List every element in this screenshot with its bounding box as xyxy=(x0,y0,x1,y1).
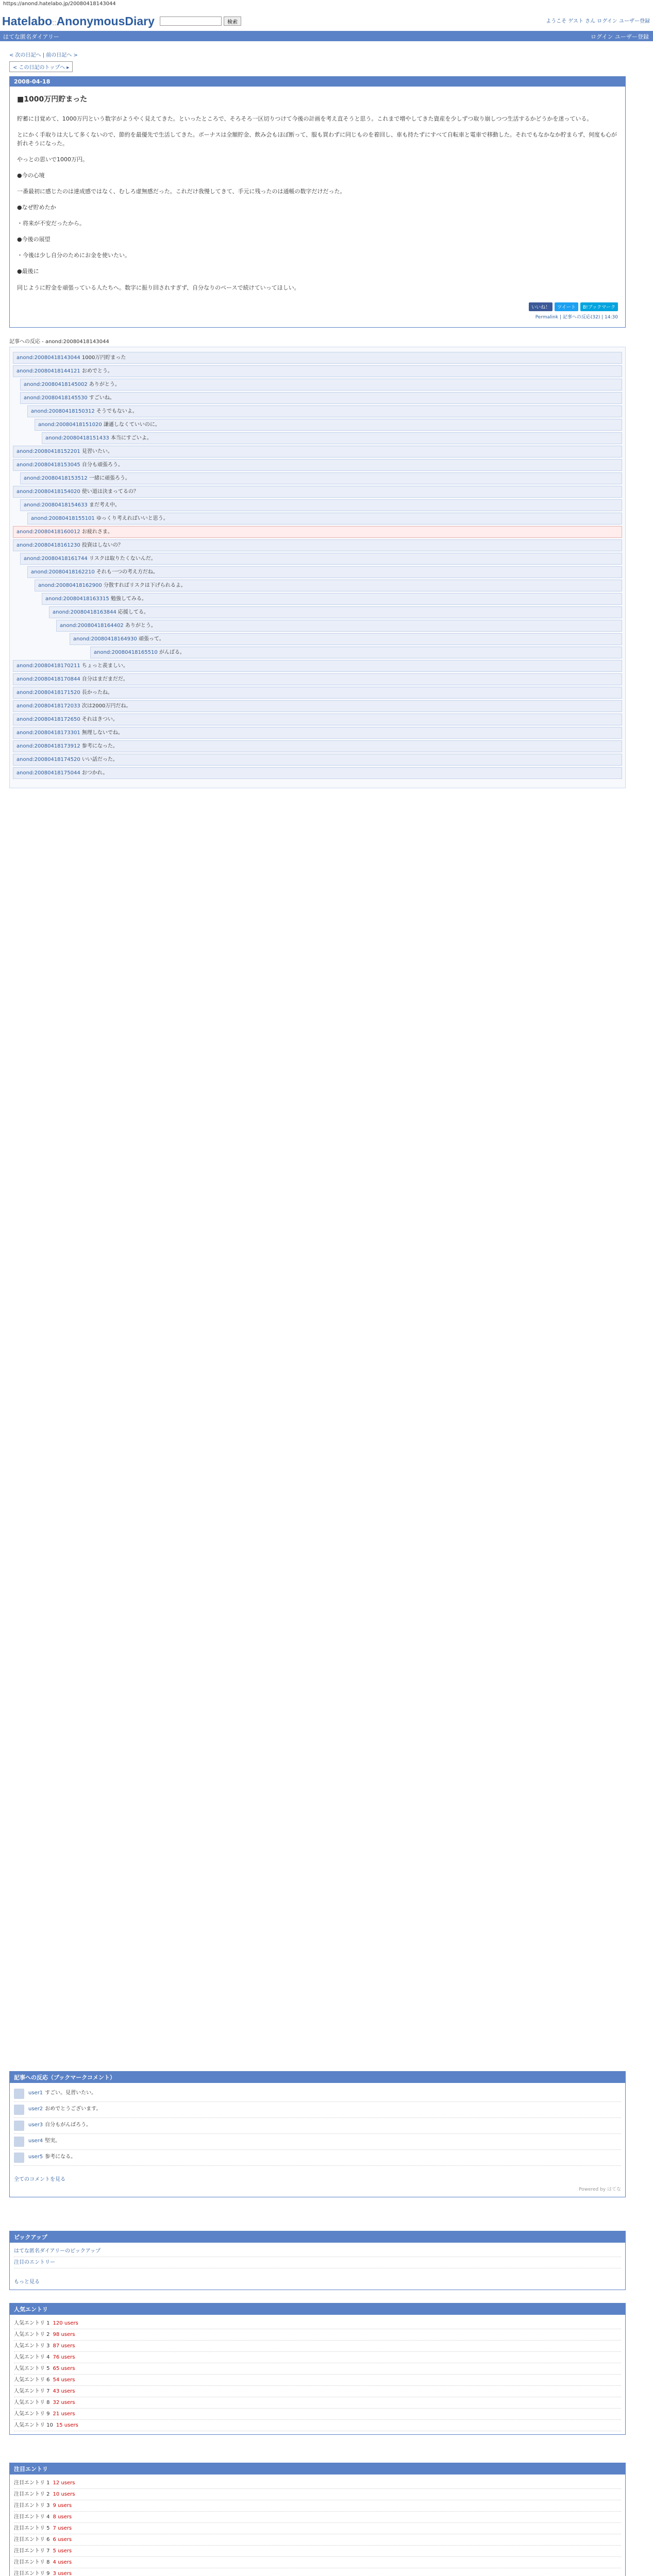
bookmark-comment-body xyxy=(28,2121,91,2131)
reaction-text: それも一つの考え方だね。 xyxy=(96,569,158,575)
entry-link[interactable]: 注目エントリ 7 xyxy=(14,2548,50,2554)
entry-link[interactable]: 人気エントリ 5 xyxy=(14,2366,50,2371)
reaction-text: そうでもないよ。 xyxy=(96,408,138,414)
reaction-item xyxy=(13,673,622,685)
bookmark-count[interactable]: 12 users xyxy=(53,2480,75,2486)
reaction-item xyxy=(42,432,622,444)
bookmark-count[interactable]: 65 users xyxy=(53,2366,75,2371)
reaction-link[interactable]: anond:20080418144121 xyxy=(16,368,80,374)
reaction-text: いい話だった。 xyxy=(81,756,118,762)
nav-home-link[interactable]: はてな匿名ダイアリー xyxy=(3,33,60,40)
entry-link[interactable]: 人気エントリ 7 xyxy=(14,2388,50,2394)
user-avatar[interactable] xyxy=(14,2105,24,2115)
logo-main: Hatelabo xyxy=(2,14,53,28)
pickup-more-link[interactable]: もっと見る xyxy=(14,2279,40,2285)
bookmark-count[interactable]: 76 users xyxy=(53,2354,75,2360)
logo-sub: AnonymousDiary xyxy=(56,14,155,28)
reaction-link[interactable]: anond:20080418154020 xyxy=(16,488,80,495)
bookmark-user[interactable]: user4 xyxy=(28,2138,43,2144)
bookmark-count[interactable]: 7 users xyxy=(53,2526,72,2531)
reaction-link[interactable]: anond:20080418162900 xyxy=(38,582,102,588)
bookmark-count[interactable]: 15 users xyxy=(56,2422,78,2428)
reaction-text: 本当にすごいよ。 xyxy=(110,435,152,441)
main-content xyxy=(9,50,626,788)
permalink[interactable]: Permalink | 記事への反応(32) | 14:30 xyxy=(535,314,618,320)
bookmark-comment xyxy=(14,2118,621,2134)
reaction-link[interactable]: anond:20080418151020 xyxy=(38,421,102,428)
reaction-item xyxy=(20,472,622,484)
bookmark-user[interactable]: user1 xyxy=(28,2090,43,2096)
entry-paragraph: 貯蓄に目覚めて、1000万円という数字がようやく見えてきた。といったところで、そろそろ一区切りつけて今後の計画を考え直そうと思う。これまで増やしてきた資産を少しずつ取り崩しつつ生活するかどうかを迷っている。 xyxy=(17,115,593,122)
site-logo[interactable] xyxy=(2,14,155,28)
bookmark-count[interactable]: 8 users xyxy=(53,2514,72,2520)
reaction-link[interactable]: anond:20080418175044 xyxy=(16,770,80,776)
hatena-bookmark-button[interactable]: B!ブックマーク xyxy=(580,302,618,311)
search-input[interactable] xyxy=(160,16,222,26)
reaction-link[interactable]: anond:20080418163844 xyxy=(53,609,116,615)
reaction-item xyxy=(13,539,622,551)
reaction-text: おつかれ。 xyxy=(81,770,108,776)
reaction-link[interactable]: anond:20080418172650 xyxy=(16,716,80,722)
entry-link[interactable]: 人気エントリ 3 xyxy=(14,2343,50,2349)
newest-entry[interactable] xyxy=(14,2557,621,2568)
bookmark-user[interactable]: user2 xyxy=(28,2106,43,2112)
bookmark-comments-title: 記事への反応（ブックマークコメント） xyxy=(10,2072,625,2083)
search-button[interactable]: 検索 xyxy=(224,16,241,26)
popular-entry[interactable] xyxy=(14,2386,621,2397)
reaction-text: 見習いたい。 xyxy=(81,448,113,454)
reaction-item xyxy=(13,486,622,498)
bookmark-text: すごい。見習いたい。 xyxy=(45,2090,97,2096)
reaction-link[interactable]: anond:20080418143044 xyxy=(16,354,80,361)
popular-entries-widget xyxy=(9,2303,626,2435)
user-avatar[interactable] xyxy=(14,2121,24,2131)
reaction-text: 投資はしないの？ xyxy=(81,542,123,548)
pickup-item[interactable]: はてな匿名ダイアリーのピックアップ xyxy=(14,2246,621,2257)
notable-entries-list xyxy=(10,2475,625,2576)
powered-by: Powered by はてな xyxy=(578,2187,621,2192)
user-avatar[interactable] xyxy=(14,2153,24,2163)
reaction-link[interactable]: anond:20080418162210 xyxy=(31,569,95,575)
reaction-item xyxy=(27,513,622,524)
bookmark-count[interactable]: 5 users xyxy=(53,2548,72,2554)
entry-link[interactable]: 注目エントリ 2 xyxy=(14,2492,50,2497)
entry-link[interactable]: 注目エントリ 9 xyxy=(14,2571,50,2576)
reaction-item xyxy=(49,606,622,618)
bookmark-count[interactable]: 43 users xyxy=(53,2388,75,2394)
reaction-text: 自分も頑張ろう。 xyxy=(81,462,123,468)
reaction-text: ちょっと羨ましい。 xyxy=(81,663,128,669)
reaction-item xyxy=(42,593,622,605)
reaction-text: おめでとう。 xyxy=(81,368,113,374)
bookmark-comment xyxy=(14,2134,621,2150)
reaction-item xyxy=(56,620,622,632)
bookmark-count[interactable]: 3 users xyxy=(53,2571,72,2576)
popular-entries-list xyxy=(10,2315,625,2434)
entry-link[interactable]: 注目エントリ 1 xyxy=(14,2480,50,2486)
reaction-link[interactable]: anond:20080418161744 xyxy=(24,555,88,562)
reaction-tree xyxy=(9,347,626,788)
reaction-item xyxy=(13,767,622,779)
search-form xyxy=(160,16,241,26)
facebook-like-button[interactable]: いいね！ xyxy=(529,302,552,311)
bookmark-comment xyxy=(14,2086,621,2102)
popular-entry[interactable] xyxy=(14,2409,621,2420)
reaction-text: 勉強してみる。 xyxy=(110,596,147,602)
reaction-text: 分散すればリスクは下げられるよ。 xyxy=(103,582,186,588)
entry-link[interactable]: 人気エントリ 6 xyxy=(14,2377,50,2383)
reaction-link[interactable]: anond:20080418160012 xyxy=(16,529,80,535)
entry-paragraph: ●最後に xyxy=(17,268,39,275)
reaction-item xyxy=(27,405,622,417)
reaction-text: お疲れさま。 xyxy=(81,529,113,535)
reaction-link[interactable]: anond:20080418145002 xyxy=(24,381,88,387)
reaction-item xyxy=(13,660,622,672)
reaction-text: 自分はまだまだだ。 xyxy=(81,676,128,682)
entry-paragraph: ・将来が不安だったから。 xyxy=(17,220,85,227)
newest-entry[interactable] xyxy=(14,2546,621,2557)
logo-separator: :: xyxy=(52,19,57,27)
bookmark-user[interactable]: user5 xyxy=(28,2154,43,2160)
reaction-link[interactable]: anond:20080418170844 xyxy=(16,676,80,682)
reaction-link[interactable]: anond:20080418154633 xyxy=(24,502,88,508)
reaction-item xyxy=(13,714,622,725)
newest-entry[interactable] xyxy=(14,2489,621,2500)
reaction-text: それはきつい。 xyxy=(81,716,118,722)
bookmark-count[interactable]: 32 users xyxy=(53,2400,75,2405)
bookmark-count[interactable]: 21 users xyxy=(53,2411,75,2417)
entry-link[interactable]: 注目エントリ 4 xyxy=(14,2514,50,2520)
popular-entry[interactable] xyxy=(14,2352,621,2363)
reaction-item xyxy=(13,740,622,752)
reaction-link[interactable]: anond:20080418153045 xyxy=(16,462,80,468)
reaction-link[interactable]: anond:20080418155101 xyxy=(31,515,95,521)
reaction-link[interactable]: anond:20080418163315 xyxy=(45,596,109,602)
bookmark-comment xyxy=(14,2102,621,2118)
user-avatar[interactable] xyxy=(14,2089,24,2099)
reaction-item xyxy=(13,727,622,739)
bookmark-comment-body xyxy=(28,2105,101,2115)
reaction-link[interactable]: anond:20080418151433 xyxy=(45,435,109,441)
popular-entry[interactable] xyxy=(14,2420,621,2431)
reaction-item xyxy=(20,392,622,404)
bookmark-user[interactable]: user3 xyxy=(28,2122,43,2128)
pickup-widget xyxy=(9,2231,626,2290)
diary-entry xyxy=(9,76,626,328)
reaction-link[interactable]: anond:20080418173301 xyxy=(16,730,80,736)
reaction-item xyxy=(13,352,622,364)
all-comments-link[interactable]: 全てのコメントを見る xyxy=(14,2177,65,2182)
reaction-link[interactable]: anond:20080418171520 xyxy=(16,689,80,696)
reaction-item xyxy=(13,459,622,471)
reaction-text: 1000万円貯まった xyxy=(81,354,126,361)
reaction-text: 使い道は決まってるの？ xyxy=(81,488,139,495)
bookmark-text: 堅実。 xyxy=(45,2138,61,2144)
reaction-text: まだ考え中。 xyxy=(89,502,120,508)
bookmark-count[interactable]: 9 users xyxy=(53,2503,72,2509)
entry-link[interactable]: 人気エントリ 2 xyxy=(14,2332,50,2337)
entry-link[interactable]: 注目エントリ 8 xyxy=(14,2560,50,2565)
popular-entry[interactable] xyxy=(14,2363,621,2375)
entry-link[interactable]: 人気エントリ 8 xyxy=(14,2400,50,2405)
bookmark-count[interactable]: 98 users xyxy=(53,2332,75,2337)
reaction-item xyxy=(20,499,622,511)
user-avatar[interactable] xyxy=(14,2137,24,2147)
pickup-list xyxy=(10,2243,625,2272)
bookmark-comment xyxy=(14,2150,621,2166)
reaction-link[interactable]: anond:20080418164402 xyxy=(60,622,124,629)
popular-entry[interactable] xyxy=(14,2341,621,2352)
site-header xyxy=(0,7,653,33)
notable-entries-title: 注目エントリ xyxy=(10,2463,625,2475)
popular-entry[interactable] xyxy=(14,2318,621,2329)
reaction-text: 一緒に頑張ろう。 xyxy=(89,475,130,481)
newest-entry[interactable] xyxy=(14,2534,621,2546)
entry-paragraph: ●今後の展望 xyxy=(17,236,51,243)
url-bar: https://anond.hatelabo.jp/20080418143044 xyxy=(3,1,116,7)
reaction-item xyxy=(13,365,622,377)
reaction-link[interactable]: anond:20080418172033 xyxy=(16,703,80,709)
entry-link[interactable]: 人気エントリ 9 xyxy=(14,2411,50,2417)
entry-body xyxy=(10,87,625,327)
bookmark-comment-body xyxy=(28,2137,60,2147)
reaction-item xyxy=(13,754,622,766)
reaction-text: 謙遜しなくていいのに。 xyxy=(103,421,160,428)
pickup-item[interactable]: 注目のエントリー xyxy=(14,2257,621,2268)
reaction-item xyxy=(70,633,622,645)
reaction-item xyxy=(35,419,622,431)
entry-link[interactable]: 注目エントリ 6 xyxy=(14,2537,50,2543)
popular-entry[interactable] xyxy=(14,2375,621,2386)
bookmark-text: 自分もがんばろう。 xyxy=(45,2122,92,2128)
reaction-tree-heading: 記事への反応 - anond:20080418143044 xyxy=(9,338,109,345)
entry-paragraph: 一番最初に感じたのは達成感ではなく、むしろ虚無感だった。これだけ我慢してきて、手元に残ったのは通帳の数字だけだった。 xyxy=(17,188,346,195)
entry-paragraph: やっとの思いで1000万円。 xyxy=(17,156,88,163)
global-navbar xyxy=(0,31,653,41)
reaction-item xyxy=(90,647,622,658)
share-buttons xyxy=(17,302,618,311)
tweet-button[interactable]: ツイート xyxy=(555,302,578,311)
entry-link[interactable]: 人気エントリ 1 xyxy=(14,2320,50,2326)
trackback-item xyxy=(13,526,622,538)
newest-entry[interactable] xyxy=(14,2523,621,2534)
header-links[interactable]: ようこそ ゲスト さん ログイン ユーザー登録 xyxy=(546,19,650,24)
newest-entry[interactable] xyxy=(14,2568,621,2576)
entry-paragraph: 同じように貯金を頑張っている人たちへ。数字に振り回されすぎず、自分なりのペースで続けていってほしい。 xyxy=(17,284,300,291)
bookmark-count[interactable]: 87 users xyxy=(53,2343,75,2349)
entry-paragraph: ・今後は少し自分のためにお金を使いたい。 xyxy=(17,252,130,259)
reaction-link[interactable]: anond:20080418173912 xyxy=(16,743,80,749)
reaction-item xyxy=(27,566,622,578)
reaction-link[interactable]: anond:20080418150312 xyxy=(31,408,95,414)
entry-paragraph: とにかく手取りは大して多くないので、節約を最優先で生活してきた。ボーナスは全額貯金、飲み会もほぼ断って、服も買わずに同じものを着回し、車も持たずにすべて自転車と電車で移動した。それでもなかなか貯まらず、何度も心が折れそうになった。 xyxy=(17,131,617,147)
bookmark-text: おめでとうございます。 xyxy=(45,2106,102,2112)
reaction-item xyxy=(13,446,622,457)
newest-entry[interactable] xyxy=(14,2500,621,2512)
reaction-text: 応援してる。 xyxy=(118,609,149,615)
reaction-link[interactable]: anond:20080418152201 xyxy=(16,448,80,454)
bookmark-comment-body xyxy=(28,2153,76,2163)
notable-entries-widget xyxy=(9,2463,626,2576)
entry-link[interactable]: 人気エントリ 10 xyxy=(14,2422,53,2428)
reaction-text: 長かったね。 xyxy=(81,689,113,696)
newest-entry[interactable] xyxy=(14,2512,621,2523)
reaction-text: 無理しないでね。 xyxy=(81,730,123,736)
reaction-text: がんばる。 xyxy=(159,649,185,655)
reaction-item xyxy=(20,379,622,391)
entry-link[interactable]: 注目エントリ 3 xyxy=(14,2503,50,2509)
reaction-link[interactable]: anond:20080418145530 xyxy=(24,395,88,401)
popular-entry[interactable] xyxy=(14,2329,621,2341)
entry-paragraphs xyxy=(17,114,618,292)
reaction-link[interactable]: anond:20080418170211 xyxy=(16,663,80,669)
reaction-text: すごいね。 xyxy=(89,395,115,401)
reaction-item xyxy=(35,580,622,591)
bookmark-count[interactable]: 4 users xyxy=(53,2560,72,2565)
bookmark-comments-widget xyxy=(9,2071,626,2197)
reaction-link[interactable]: anond:20080418174520 xyxy=(16,756,80,762)
popular-entries-title: 人気エントリ xyxy=(10,2303,625,2315)
entry-paragraph: ●今の心境 xyxy=(17,172,45,179)
reaction-link[interactable]: anond:20080418153512 xyxy=(24,475,88,481)
entry-date: 2008-04-18 xyxy=(10,77,625,87)
nav-auth-links[interactable]: ログイン ユーザー登録 xyxy=(591,33,649,40)
reaction-text: 参考になった。 xyxy=(81,743,118,749)
reaction-text: ありがとう。 xyxy=(125,622,156,629)
bookmark-comment-body xyxy=(28,2089,96,2099)
reaction-item xyxy=(13,700,622,712)
entry-navigation[interactable]: < 次の日記へ | 前の日記へ > xyxy=(9,53,78,58)
reaction-link[interactable]: anond:20080418161230 xyxy=(16,542,80,548)
bookmark-count[interactable]: 6 users xyxy=(53,2537,72,2543)
reaction-item xyxy=(13,687,622,699)
bookmark-comments-list xyxy=(10,2083,625,2169)
bookmark-count[interactable]: 120 users xyxy=(53,2320,78,2326)
entry-link[interactable]: 人気エントリ 4 xyxy=(14,2354,50,2360)
bookmark-count[interactable]: 54 users xyxy=(53,2377,75,2383)
reaction-link[interactable]: anond:20080418165510 xyxy=(94,649,158,655)
reaction-item xyxy=(20,553,622,565)
reaction-text: ありがとう。 xyxy=(89,381,120,387)
entry-title[interactable]: ■1000万円貯まった xyxy=(17,95,88,104)
reaction-text: 頑張って。 xyxy=(138,636,164,642)
popular-entry[interactable] xyxy=(14,2397,621,2409)
bookmark-text: 参考になる。 xyxy=(45,2154,76,2160)
reaction-text: ゆっくり考えればいいと思う。 xyxy=(96,515,169,521)
reaction-link[interactable]: anond:20080418164930 xyxy=(73,636,137,642)
reaction-text: 次は2000万円だね。 xyxy=(81,703,131,709)
bookmark-count[interactable]: 10 users xyxy=(53,2492,75,2497)
reaction-text: リスクは取りたくないんだ。 xyxy=(89,555,156,562)
entry-link[interactable]: 注目エントリ 5 xyxy=(14,2526,50,2531)
pickup-title: ピックアップ xyxy=(10,2231,625,2243)
entry-paragraph: ●なぜ貯めたか xyxy=(17,204,56,211)
diary-top-link[interactable]: < この日記のトップへ ▸ xyxy=(9,61,73,72)
newest-entry[interactable] xyxy=(14,2478,621,2489)
